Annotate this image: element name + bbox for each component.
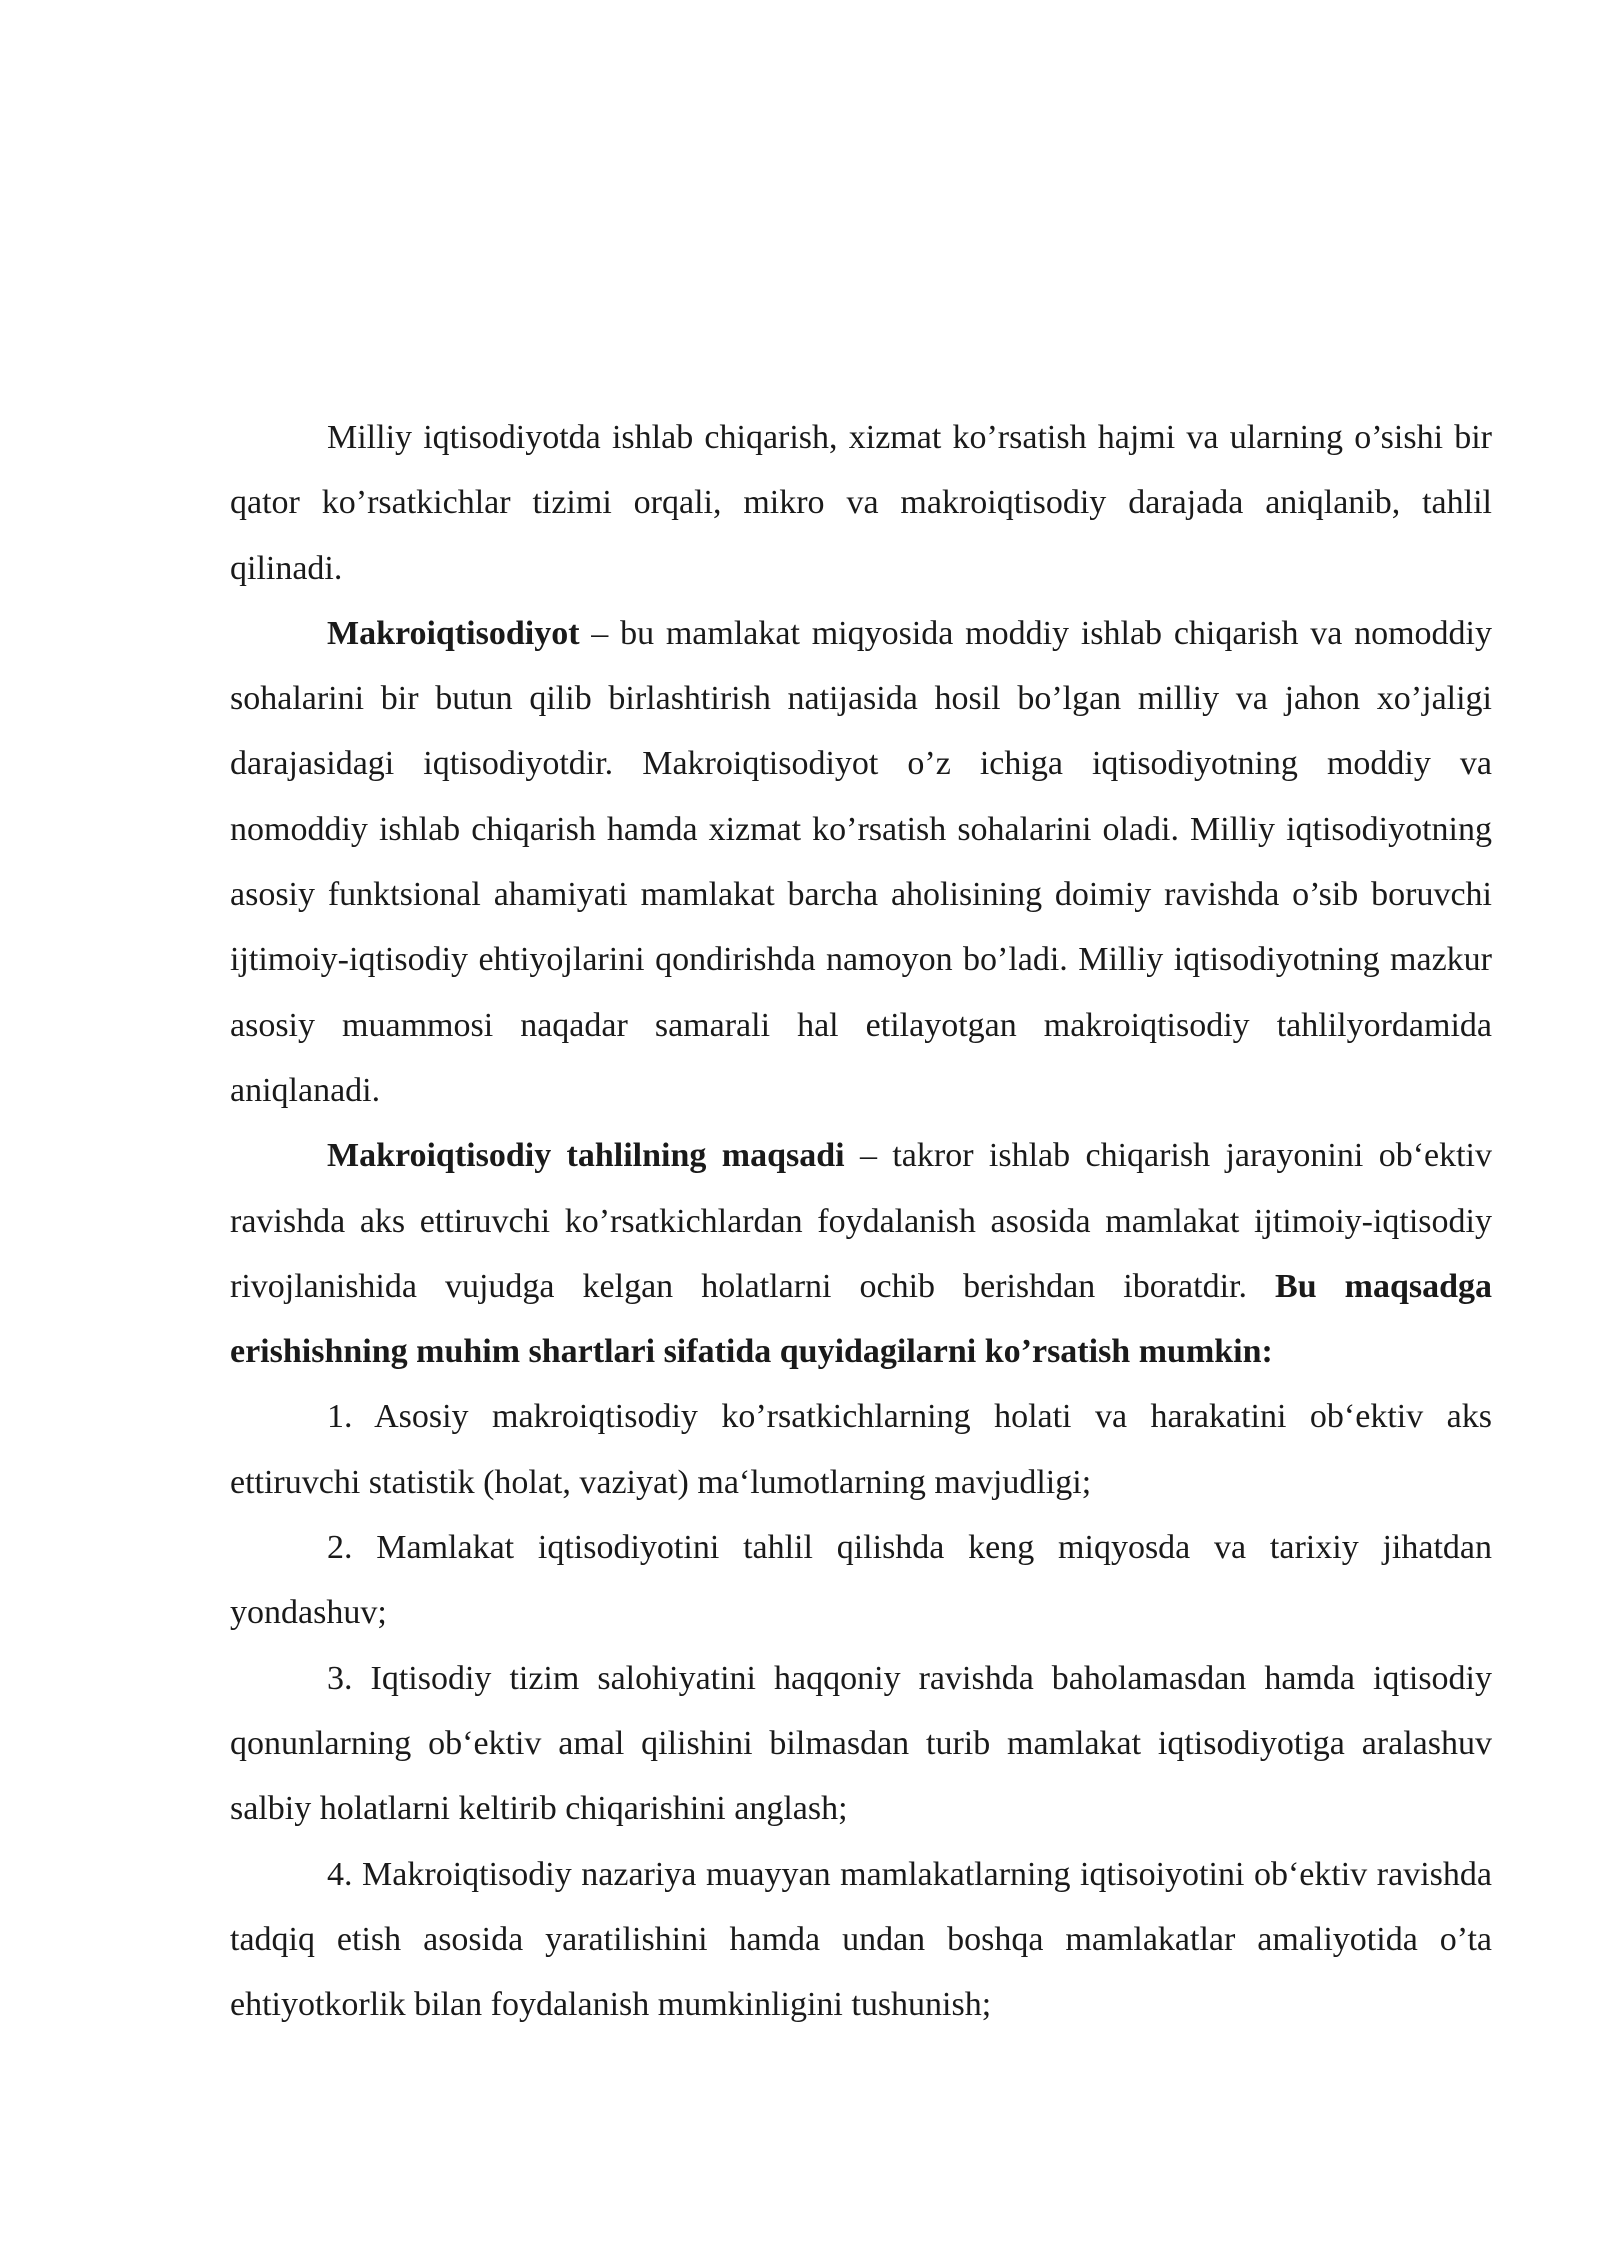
list-item-3 [230,1646,1492,1842]
document-body [230,405,1492,2037]
list-item-text: 4. Makroiqtisodiy nazariya muayyan mamlakatlarning iqtisoiyotini ob‘ektiv ravishda tadqiq etish asosida yaratilishini hamda undan boshqa mamlakatlar amaliyotida o’ta ehtiyotkorlik bilan foydalanish mumkinligini tushunish; [230,1855,1492,2024]
list-item-text: 3. Iqtisodiy tizim salohiyatini haqqoniy ravishda baholamasdan hamda iqtisodiy qonunlarning ob‘ektiv amal qilishini bilmasdan turib mamlakat iqtisodiyotiga aralashuv salbiy holatlarni keltirib chiqarishini anglash; [230,1659,1492,1828]
paragraph-makroiqtisodiyot-definition [230,601,1492,1123]
term-heading: Makroiqtisodiyot [327,614,580,652]
paragraph-text: – takror ishlab chiqarish jarayonini ob‘ektiv ravishda aks ettiruvchi ko’rsatkichlardan foydalanish asosida mamlakat ijtimoiy-iqtisodiy rivojlanishida vujudga kelgan holatlarni ochib berishdan iboratdir. [230,1137,1492,1305]
paragraph-analysis-goal [230,1123,1492,1384]
list-item-text: 2. Mamlakat iqtisodiyotini tahlil qilishda keng miqyosda va tarixiy jihatdan yondashuv; [230,1529,1492,1632]
list-item-4 [230,1842,1492,2038]
list-item-text: 1. Asosiy makroiqtisodiy ko’rsatkichlarning holati va harakatini ob‘ektiv aks ettiruvchi statistik (holat, vaziyat) ma‘lumotlarning mavjudligi; [230,1398,1492,1501]
list-item-1 [230,1384,1492,1515]
paragraph-text: Milliy iqtisodiyotda ishlab chiqarish, xizmat ko’rsatish hajmi va ularning o’sishi bir qator ko’rsatkichlar tizimi orqali, mikro va makroiqtisodiy darajada aniqlanib, tahlil qilinadi. [230,419,1492,587]
conditions-intro: Bu maqsadga erishishning muhim shartlari sifatida quyidagilarni ko’rsatish mumkin: [230,1267,1492,1371]
paragraph-text: – bu mamlakat miqyosida moddiy ishlab chiqarish va nomoddiy sohalarini bir butun qilib birlashtirish natijasida hosil bo’lgan milliy va jahon xo’jaligi darajasidagi iqtisodiyotdir. Makroiqtisodiyot o’z ichiga iqtisodiyotning moddiy va nomoddiy ishlab chiqarish hamda xizmat ko’rsatish sohalarini oladi. Milliy iqtisodiyotning asosiy funktsional ahamiyati mamlakat barcha aholisining doimiy ravishda o’sib boruvchi ijtimoiy-iqtisodiy ehtiyojlarini qondirishda namoyon bo’ladi. Milliy iqtisodiyotning mazkur asosiy muammosi naqadar samarali hal etilayotgan makroiqtisodiy tahlilyordamida aniqlanadi. [230,614,1492,1109]
term-heading: Makroiqtisodiy tahlilning maqsadi [327,1137,845,1175]
list-item-2 [230,1515,1492,1646]
paragraph-intro [230,405,1492,601]
